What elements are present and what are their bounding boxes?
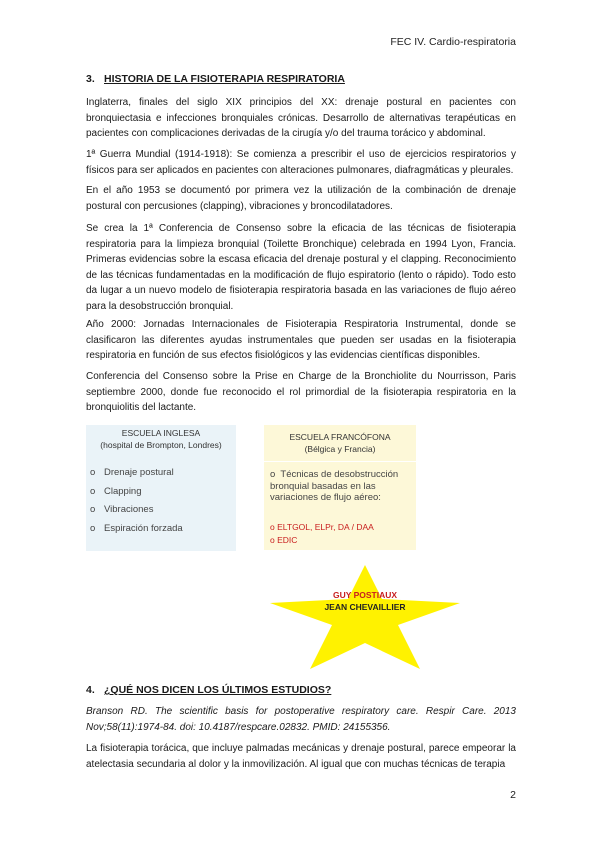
bullet-icon: o — [90, 467, 96, 478]
section-4-title: ¿QUÉ NOS DICEN LOS ÚLTIMOS ESTUDIOS? — [104, 684, 332, 696]
french-school-subtitle: (Bélgica y Francia) — [304, 444, 376, 454]
french-school-title: ESCUELA FRANCÓFONA — [289, 432, 391, 442]
bullet-icon: o — [270, 522, 275, 532]
list-item: o Drenaje postural — [90, 467, 174, 478]
star-name-chevaillier: JEAN CHEVAILLIER — [324, 602, 406, 612]
list-item: o Clapping — [90, 485, 142, 497]
section-3-number: 3. — [86, 73, 95, 85]
section-4-number: 4. — [86, 684, 95, 696]
running-header: FEC IV. Cardio-respiratoria — [390, 36, 516, 48]
paragraph-section-4: La fisioterapia torácica, que incluye palmadas mecánicas y drenaje postural, parece empeorar la atelectasia secundaria al dolor y la inmovilización. Al igual que con muchas técnicas de terapia — [86, 743, 516, 770]
bullet-icon: o — [270, 469, 276, 480]
bullet-icon: o — [90, 522, 96, 534]
page-number: 2 — [510, 789, 516, 801]
paragraph-3: En el año 1953 se documentó por primera vez la utilización de la combinación de drenaje postural con percusiones (clapping), vibraciones y broncodilatadores. — [86, 185, 516, 212]
english-techniques-list — [90, 467, 183, 541]
english-school-subtitle: (hospital de Brompton, Londres) — [100, 440, 222, 450]
section-4-heading — [86, 684, 331, 696]
french-technique-item: o ELTGOL, ELPr, DA / DAA — [270, 522, 374, 532]
bullet-icon: o — [90, 485, 96, 497]
french-techniques-text: o Técnicas de desobstrucción bronquial basadas en las variaciones de flujo aéreo: — [270, 469, 399, 503]
section-3-title: HISTORIA DE LA FISIOTERAPIA RESPIRATORIA — [104, 73, 345, 85]
bullet-icon: o — [270, 535, 275, 545]
citation: Branson RD. The scientific basis for postoperative respiratory care. Respir Care. 2013 Nov;58(11):1974-84. doi: 10.4187/respcare.02832. PMID: 24155356. — [86, 706, 516, 733]
english-school-title: ESCUELA INGLESA — [121, 428, 201, 438]
paragraph-5: Año 2000: Jornadas Internacionales de Fisioterapia Respiratoria Instrumental, donde se clasificaron las diferentes ayudas instrumentales que pueden ser usadas en la fisioterapia respiratoria en función de sus efectos fisiológicos y las evidencias científicas disponibles. — [86, 319, 516, 362]
paragraph-2: 1ª Guerra Mundial (1914-1918): Se comienza a prescribir el uso de ejercicios respiratorios y físicos para ser aplicados en pacientes con alteraciones pulmonares, diafragmáticas y pleurales. — [86, 149, 516, 176]
star-name-postiaux: GUY POSTIAUX — [332, 590, 398, 600]
section-3-heading — [86, 73, 345, 85]
paragraph-4: Se crea la 1ª Conferencia de Consenso sobre la eficacia de las técnicas de fisioterapia respiratoria para la limpieza bronquial (Toilette Bronchique) celebrada en 1994 Lyon, Francia. Primeras evidencias sobre la escasa eficacia del drenaje postural y el clapping. Reconocimiento de las técnicas fundamentadas en la modificación de flujo espiratorio (lento o rápido). Todo esto da lugar a un nuevo modelo de fisioterapia respiratoria basada en las variaciones de flujo aéreo para la desobstrucción bronquial. — [86, 223, 516, 312]
bullet-icon: o — [90, 504, 96, 515]
paragraph-6: Conferencia del Consenso sobre la Prise en Charge de la Bronchiolite du Nourrisson, Paris septiembre 2000, donde fue reconocido el rol primordial de la fisioterapia respiratoria en la bronquiolitis del lactante. — [86, 371, 516, 414]
french-technique-item: o EDIC — [270, 535, 298, 545]
list-item: o Espiración forzada — [90, 522, 183, 534]
star-polygon — [270, 565, 460, 669]
list-item: o Vibraciones — [90, 504, 154, 515]
french-school-header-box — [264, 425, 416, 461]
paragraph-1: Inglaterra, finales del siglo XIX principios del XX: drenaje postural en pacientes con bronquiectasia e infecciones bronquiales crónicas. Desarrollo de alternativas terapéuticas en pacientes con complicaciones derivadas de la cirugía y/o del trauma torácico y abdominal. — [86, 97, 516, 140]
star-shape — [260, 565, 470, 670]
